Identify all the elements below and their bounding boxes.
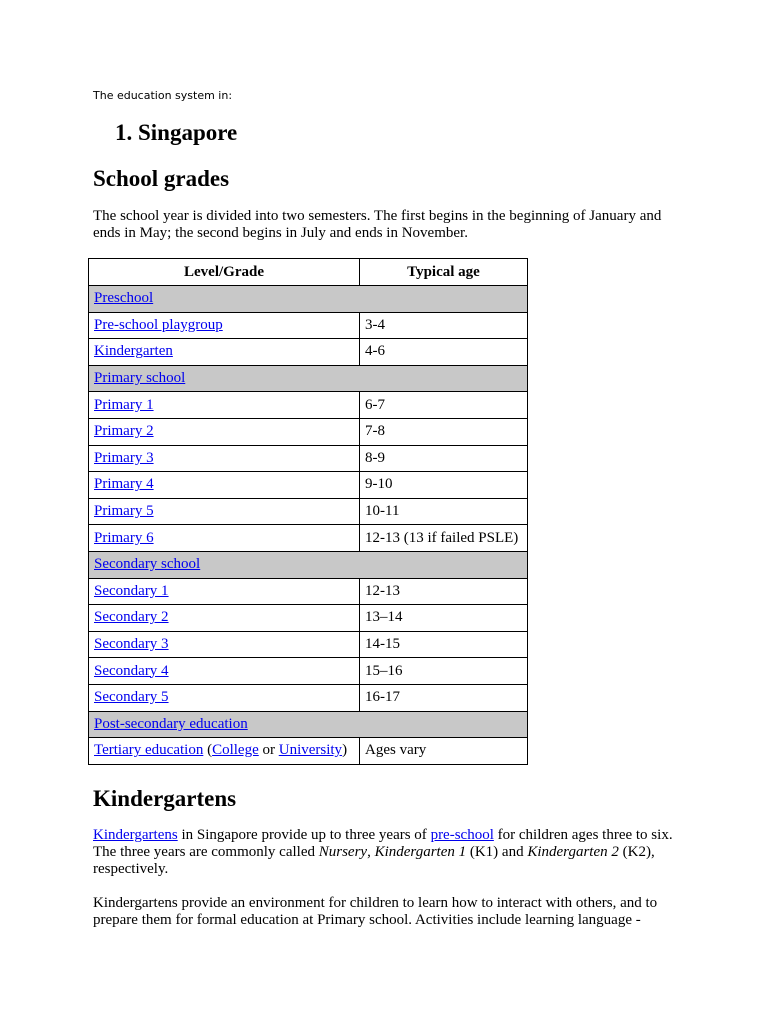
text-span: (K2), respectively.	[93, 844, 655, 877]
level-cell	[89, 658, 360, 685]
kindergartens-paragraph-1	[93, 827, 683, 878]
level-cell	[89, 472, 360, 499]
italic-nursery: Nursery	[318, 844, 368, 860]
level-link[interactable]: Tertiary education	[94, 742, 204, 759]
table-header-row	[89, 259, 528, 286]
intro-text: The education system in:	[93, 89, 233, 102]
text-span: in Singapore provide up to three years of	[177, 827, 431, 843]
age-cell: 14-15	[360, 631, 528, 658]
school-year-paragraph: The school year is divided into two semesters. The first begins in the beginning of January and ends in May; the second begins in July and ends in November.	[93, 208, 662, 241]
country-heading: 1. Singapore	[115, 120, 238, 145]
level-cell	[89, 525, 360, 552]
kindergartens-link[interactable]: Kindergartens	[93, 827, 178, 843]
table-row	[89, 445, 528, 472]
level-link[interactable]: Kindergarten	[94, 343, 173, 360]
grades-table	[88, 258, 528, 765]
kindergartens-heading: Kindergartens	[93, 786, 237, 811]
section-cell	[89, 365, 528, 392]
table-row	[89, 472, 528, 499]
table-row	[89, 631, 528, 658]
table-section-row	[89, 551, 528, 578]
level-link[interactable]: Secondary 2	[94, 609, 169, 626]
header-typical-age: Typical age	[360, 259, 528, 286]
age-cell: 8-9	[360, 445, 528, 472]
table-row	[89, 578, 528, 605]
table-row	[89, 392, 528, 419]
section-link[interactable]: Post-secondary education	[94, 715, 248, 732]
age-cell: 7-8	[360, 418, 528, 445]
level-link[interactable]: Primary 5	[94, 503, 154, 520]
level-link[interactable]: Pre-school playgroup	[94, 316, 223, 333]
age-cell: 13–14	[360, 605, 528, 632]
italic-k1: Kindergarten 1	[374, 844, 467, 860]
level-cell	[89, 631, 360, 658]
age-cell: 12-13 (13 if failed PSLE)	[360, 525, 528, 552]
text-span: for children ages three to six. The three years are commonly called	[93, 827, 673, 860]
pre-school-link[interactable]: pre-school	[430, 827, 494, 843]
level-cell	[89, 605, 360, 632]
age-cell: Ages vary	[360, 738, 528, 765]
level-link[interactable]: Secondary 3	[94, 636, 169, 653]
table-row	[89, 312, 528, 339]
header-level-grade: Level/Grade	[89, 259, 360, 286]
italic-k2: Kindergarten 2	[527, 844, 619, 860]
table-row	[89, 684, 528, 711]
level-cell	[89, 498, 360, 525]
table-row	[89, 418, 528, 445]
section-link[interactable]: Preschool	[94, 290, 154, 307]
level-link[interactable]: Secondary 1	[94, 582, 169, 599]
school-grades-heading: School grades	[93, 166, 230, 191]
college-link[interactable]: College	[212, 742, 259, 759]
table-row	[89, 498, 528, 525]
age-cell: 10-11	[360, 498, 528, 525]
level-link[interactable]: Secondary 4	[94, 662, 169, 679]
age-cell: 12-13	[360, 578, 528, 605]
text-span: or	[258, 742, 279, 759]
table-section-row	[89, 365, 528, 392]
table-row	[89, 525, 528, 552]
age-cell: 6-7	[360, 392, 528, 419]
table-section-row	[89, 711, 528, 738]
section-cell	[89, 551, 528, 578]
table-row	[89, 605, 528, 632]
university-link[interactable]: University	[278, 742, 343, 759]
section-link[interactable]: Secondary school	[94, 556, 201, 573]
level-cell	[89, 312, 360, 339]
level-link[interactable]: Primary 6	[94, 529, 154, 546]
level-cell	[89, 684, 360, 711]
age-cell: 15–16	[360, 658, 528, 685]
level-cell	[89, 578, 360, 605]
level-link[interactable]: Primary 1	[94, 396, 154, 413]
table-row	[89, 738, 528, 765]
age-cell: 4-6	[360, 339, 528, 366]
age-cell: 3-4	[360, 312, 528, 339]
table-row	[89, 658, 528, 685]
section-cell	[89, 286, 528, 313]
table-section-row	[89, 286, 528, 313]
level-cell	[89, 392, 360, 419]
level-link[interactable]: Primary 2	[94, 423, 154, 440]
level-cell	[89, 738, 360, 765]
text-span: ,	[367, 844, 375, 860]
level-link[interactable]: Primary 4	[94, 476, 154, 493]
level-cell	[89, 339, 360, 366]
section-link[interactable]: Primary school	[94, 370, 186, 387]
text-span: (	[203, 742, 213, 759]
level-link[interactable]: Secondary 5	[94, 689, 169, 706]
text-span: )	[342, 742, 348, 759]
text-span: (K1) and	[466, 844, 528, 860]
level-cell	[89, 445, 360, 472]
section-cell	[89, 711, 528, 738]
kindergartens-paragraph-2: Kindergartens provide an environment for children to learn how to interact with others, and to prepare them for formal education at Primary school. Activities include learning language -	[93, 895, 658, 928]
age-cell: 9-10	[360, 472, 528, 499]
level-cell	[89, 418, 360, 445]
age-cell: 16-17	[360, 684, 528, 711]
table-row	[89, 339, 528, 366]
level-link[interactable]: Primary 3	[94, 449, 154, 466]
